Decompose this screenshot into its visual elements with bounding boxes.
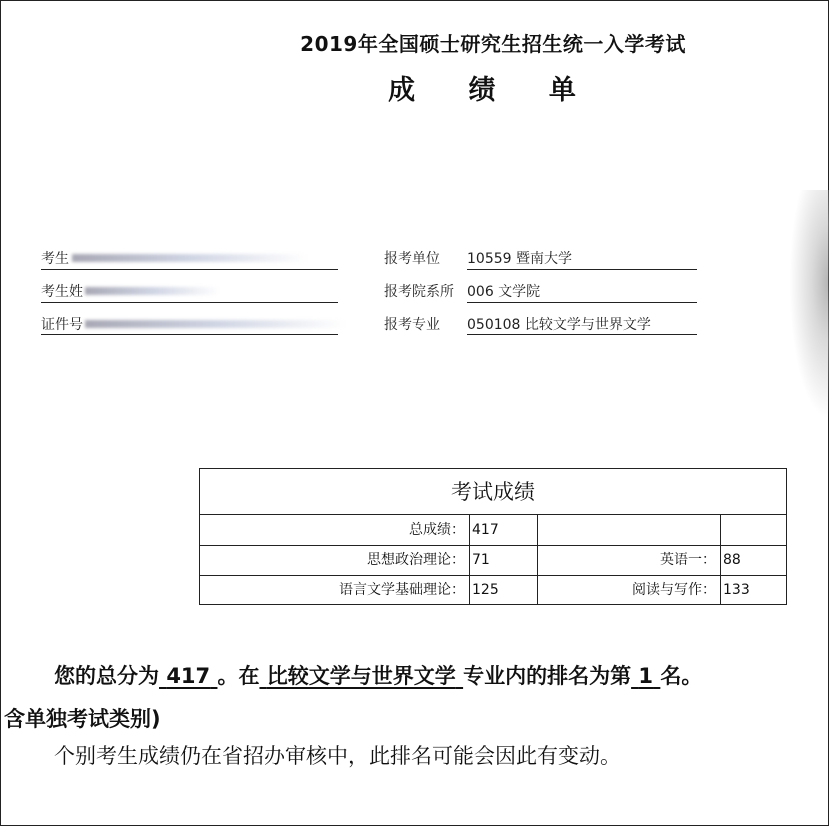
id-underline: [41, 334, 338, 335]
reading-writing-score-value: 133: [723, 582, 750, 598]
unit-underline: [467, 269, 697, 270]
column-divider: [720, 515, 721, 605]
scores-table-header: 考试成绩: [200, 469, 786, 515]
summary-suffix: 名。: [660, 664, 703, 688]
summary-rank: [631, 664, 660, 688]
page-subtitle: 成 绩 单: [388, 75, 598, 106]
unit-value: 10559 暨南大学: [467, 251, 572, 267]
id-label: 证件号: [41, 317, 83, 333]
exam-no-underline: [41, 269, 338, 270]
reading-writing-score-label: 阅读与写作：: [632, 582, 716, 598]
exam-no-label: 考生: [41, 251, 69, 267]
redacted-name: [85, 287, 220, 295]
unit-label: 报考单位: [384, 251, 440, 267]
summary-mid2: 专业内的排名为第: [463, 664, 632, 688]
redacted-exam-no: [72, 254, 307, 262]
empty-label-cell: [538, 515, 716, 545]
politics-score-value: 71: [472, 552, 490, 568]
name-label: 考生姓: [41, 284, 83, 300]
dept-underline: [467, 302, 697, 303]
english-score-label: 英语一：: [660, 552, 716, 568]
summary-total-value: 417: [166, 664, 211, 688]
summary-mid1: 。在: [217, 664, 260, 688]
ranking-note: 个别考生成绩仍在省招办审核中，此排名可能会因此有变动。: [54, 744, 621, 768]
rank-summary: [54, 660, 702, 690]
summary-prefix: 您的总分为: [54, 664, 159, 688]
major-label: 报考专业: [384, 317, 440, 333]
english-score-value: 88: [723, 552, 741, 568]
redacted-id: [85, 320, 345, 328]
summary-continuation: 含单独考试类别): [4, 707, 161, 731]
column-divider: [469, 515, 470, 605]
literature-theory-score-label: 语言文学基础理论：: [339, 582, 465, 598]
summary-total: [159, 664, 217, 688]
empty-value-cell: [723, 515, 785, 545]
summary-major: [259, 664, 463, 688]
politics-score-label: 思想政治理论：: [367, 552, 465, 568]
name-underline: [41, 302, 338, 303]
dept-value: 006 文学院: [467, 284, 541, 300]
literature-theory-score-value: 125: [472, 582, 499, 598]
edge-decoration: [789, 190, 829, 420]
total-score-label: 总成绩：: [409, 522, 465, 538]
scores-table: [199, 468, 787, 605]
summary-rank-value: 1: [638, 664, 654, 688]
page-title: 2019年全国硕士研究生招生统一入学考试: [300, 32, 686, 56]
summary-major-value: 比较文学与世界文学: [266, 664, 456, 688]
major-underline: [467, 334, 697, 335]
dept-label: 报考院系所: [384, 284, 454, 300]
major-value: 050108 比较文学与世界文学: [467, 317, 651, 333]
total-score-value: 417: [472, 522, 499, 538]
